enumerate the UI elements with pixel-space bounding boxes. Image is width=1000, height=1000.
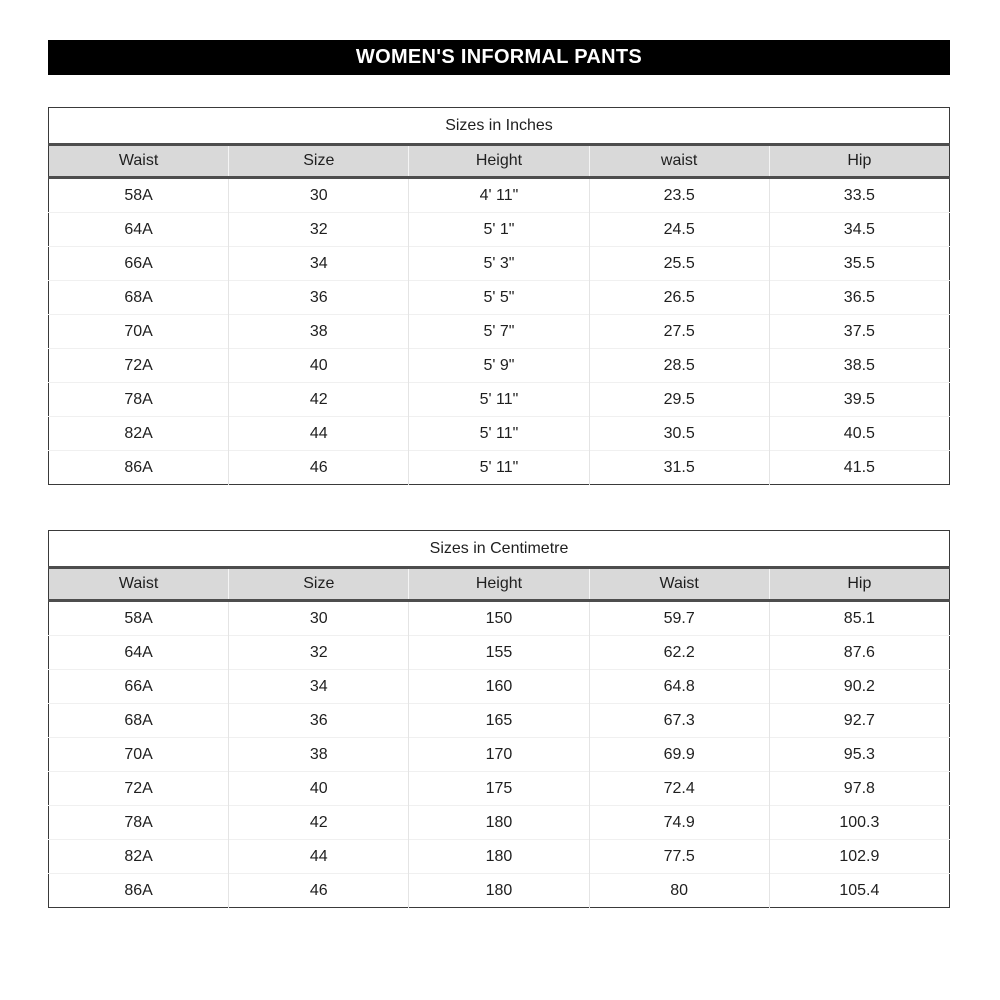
- table-cell: 72.4: [589, 772, 769, 806]
- column-header: Hip: [769, 145, 949, 178]
- table-cell: 34: [229, 247, 409, 281]
- table-cell: 90.2: [769, 670, 949, 704]
- table-cell: 87.6: [769, 636, 949, 670]
- column-header: Waist: [49, 145, 229, 178]
- table-row: [49, 806, 950, 840]
- table-cell: 27.5: [589, 315, 769, 349]
- table-row: [49, 281, 950, 315]
- size-table: [48, 530, 950, 908]
- table-row: [49, 417, 950, 451]
- column-header: Waist: [49, 568, 229, 601]
- table-row: [49, 704, 950, 738]
- table-row: [49, 315, 950, 349]
- table-row: [49, 601, 950, 636]
- table-cell: 31.5: [589, 451, 769, 485]
- table-cell: 66A: [49, 247, 229, 281]
- table-cell: 35.5: [769, 247, 949, 281]
- table-cell: 68A: [49, 281, 229, 315]
- table-cell: 82A: [49, 840, 229, 874]
- table-cell: 25.5: [589, 247, 769, 281]
- table-cell: 36: [229, 704, 409, 738]
- table-cell: 26.5: [589, 281, 769, 315]
- table-cell: 170: [409, 738, 589, 772]
- table-cell: 80: [589, 874, 769, 908]
- table-cell: 37.5: [769, 315, 949, 349]
- table-cell: 5' 9": [409, 349, 589, 383]
- column-header: Hip: [769, 568, 949, 601]
- table-cell: 64A: [49, 213, 229, 247]
- table-cell: 40.5: [769, 417, 949, 451]
- table-cell: 59.7: [589, 601, 769, 636]
- table-cell: 41.5: [769, 451, 949, 485]
- table-cell: 23.5: [589, 178, 769, 213]
- table-cell: 5' 1": [409, 213, 589, 247]
- table-cell: 62.2: [589, 636, 769, 670]
- table-cell: 5' 11": [409, 451, 589, 485]
- column-header: Size: [229, 568, 409, 601]
- table-cell: 78A: [49, 806, 229, 840]
- table-cell: 30: [229, 178, 409, 213]
- table-cell: 32: [229, 213, 409, 247]
- table-cell: 180: [409, 806, 589, 840]
- table-cell: 38: [229, 315, 409, 349]
- table-cell: 180: [409, 840, 589, 874]
- table-cell: 38: [229, 738, 409, 772]
- table-row: [49, 349, 950, 383]
- table-cell: 74.9: [589, 806, 769, 840]
- table-cell: 97.8: [769, 772, 949, 806]
- table-row: [49, 636, 950, 670]
- column-header: Height: [409, 145, 589, 178]
- table-title-row: [49, 108, 950, 145]
- table-cell: 42: [229, 806, 409, 840]
- table-cell: 28.5: [589, 349, 769, 383]
- table-row: [49, 213, 950, 247]
- table-cell: 70A: [49, 738, 229, 772]
- table-cell: 44: [229, 840, 409, 874]
- table-cell: 68A: [49, 704, 229, 738]
- table-cell: 34.5: [769, 213, 949, 247]
- table-cell: 67.3: [589, 704, 769, 738]
- table-cell: 78A: [49, 383, 229, 417]
- table-cell: 95.3: [769, 738, 949, 772]
- table-cell: 86A: [49, 451, 229, 485]
- table-cell: 160: [409, 670, 589, 704]
- table-row: [49, 874, 950, 908]
- table-cell: 36: [229, 281, 409, 315]
- table-cell: 5' 5": [409, 281, 589, 315]
- table-cell: 100.3: [769, 806, 949, 840]
- column-header: Height: [409, 568, 589, 601]
- table-row: [49, 670, 950, 704]
- table-cell: 34: [229, 670, 409, 704]
- size-table-inches: [48, 107, 950, 485]
- table-cell: 24.5: [589, 213, 769, 247]
- table-cell: 72A: [49, 772, 229, 806]
- table-cell: 180: [409, 874, 589, 908]
- table-cell: 58A: [49, 601, 229, 636]
- table-cell: 4' 11": [409, 178, 589, 213]
- header-row: [49, 145, 950, 178]
- column-header: Size: [229, 145, 409, 178]
- table-cell: 44: [229, 417, 409, 451]
- table-title: Sizes in Inches: [49, 108, 950, 145]
- table-cell: 5' 11": [409, 383, 589, 417]
- table-cell: 64A: [49, 636, 229, 670]
- table-cell: 5' 3": [409, 247, 589, 281]
- page-title-bar: [48, 40, 950, 75]
- table-cell: 40: [229, 349, 409, 383]
- table-row: [49, 738, 950, 772]
- table-cell: 30: [229, 601, 409, 636]
- table-cell: 33.5: [769, 178, 949, 213]
- table-cell: 175: [409, 772, 589, 806]
- table-cell: 92.7: [769, 704, 949, 738]
- table-cell: 5' 11": [409, 417, 589, 451]
- table-row: [49, 840, 950, 874]
- table-cell: 85.1: [769, 601, 949, 636]
- size-table-centimetre: [48, 530, 950, 908]
- column-header: waist: [589, 145, 769, 178]
- table-cell: 46: [229, 874, 409, 908]
- table-cell: 42: [229, 383, 409, 417]
- table-title: Sizes in Centimetre: [49, 531, 950, 568]
- table-cell: 86A: [49, 874, 229, 908]
- table-cell: 29.5: [589, 383, 769, 417]
- table-cell: 77.5: [589, 840, 769, 874]
- table-cell: 36.5: [769, 281, 949, 315]
- table-cell: 69.9: [589, 738, 769, 772]
- table-row: [49, 451, 950, 485]
- page-title: WOMEN'S INFORMAL PANTS: [355, 46, 643, 68]
- table-cell: 70A: [49, 315, 229, 349]
- table-cell: 38.5: [769, 349, 949, 383]
- table-cell: 39.5: [769, 383, 949, 417]
- size-table: [48, 107, 950, 485]
- table-cell: 105.4: [769, 874, 949, 908]
- table-cell: 102.9: [769, 840, 949, 874]
- column-header: Waist: [589, 568, 769, 601]
- table-row: [49, 383, 950, 417]
- table-cell: 150: [409, 601, 589, 636]
- table-cell: 30.5: [589, 417, 769, 451]
- table-row: [49, 178, 950, 213]
- table-cell: 5' 7": [409, 315, 589, 349]
- table-cell: 46: [229, 451, 409, 485]
- table-cell: 165: [409, 704, 589, 738]
- table-row: [49, 247, 950, 281]
- table-cell: 64.8: [589, 670, 769, 704]
- table-cell: 40: [229, 772, 409, 806]
- header-row: [49, 568, 950, 601]
- table-cell: 58A: [49, 178, 229, 213]
- table-cell: 155: [409, 636, 589, 670]
- table-title-row: [49, 531, 950, 568]
- table-cell: 72A: [49, 349, 229, 383]
- table-cell: 82A: [49, 417, 229, 451]
- table-cell: 66A: [49, 670, 229, 704]
- table-cell: 32: [229, 636, 409, 670]
- table-row: [49, 772, 950, 806]
